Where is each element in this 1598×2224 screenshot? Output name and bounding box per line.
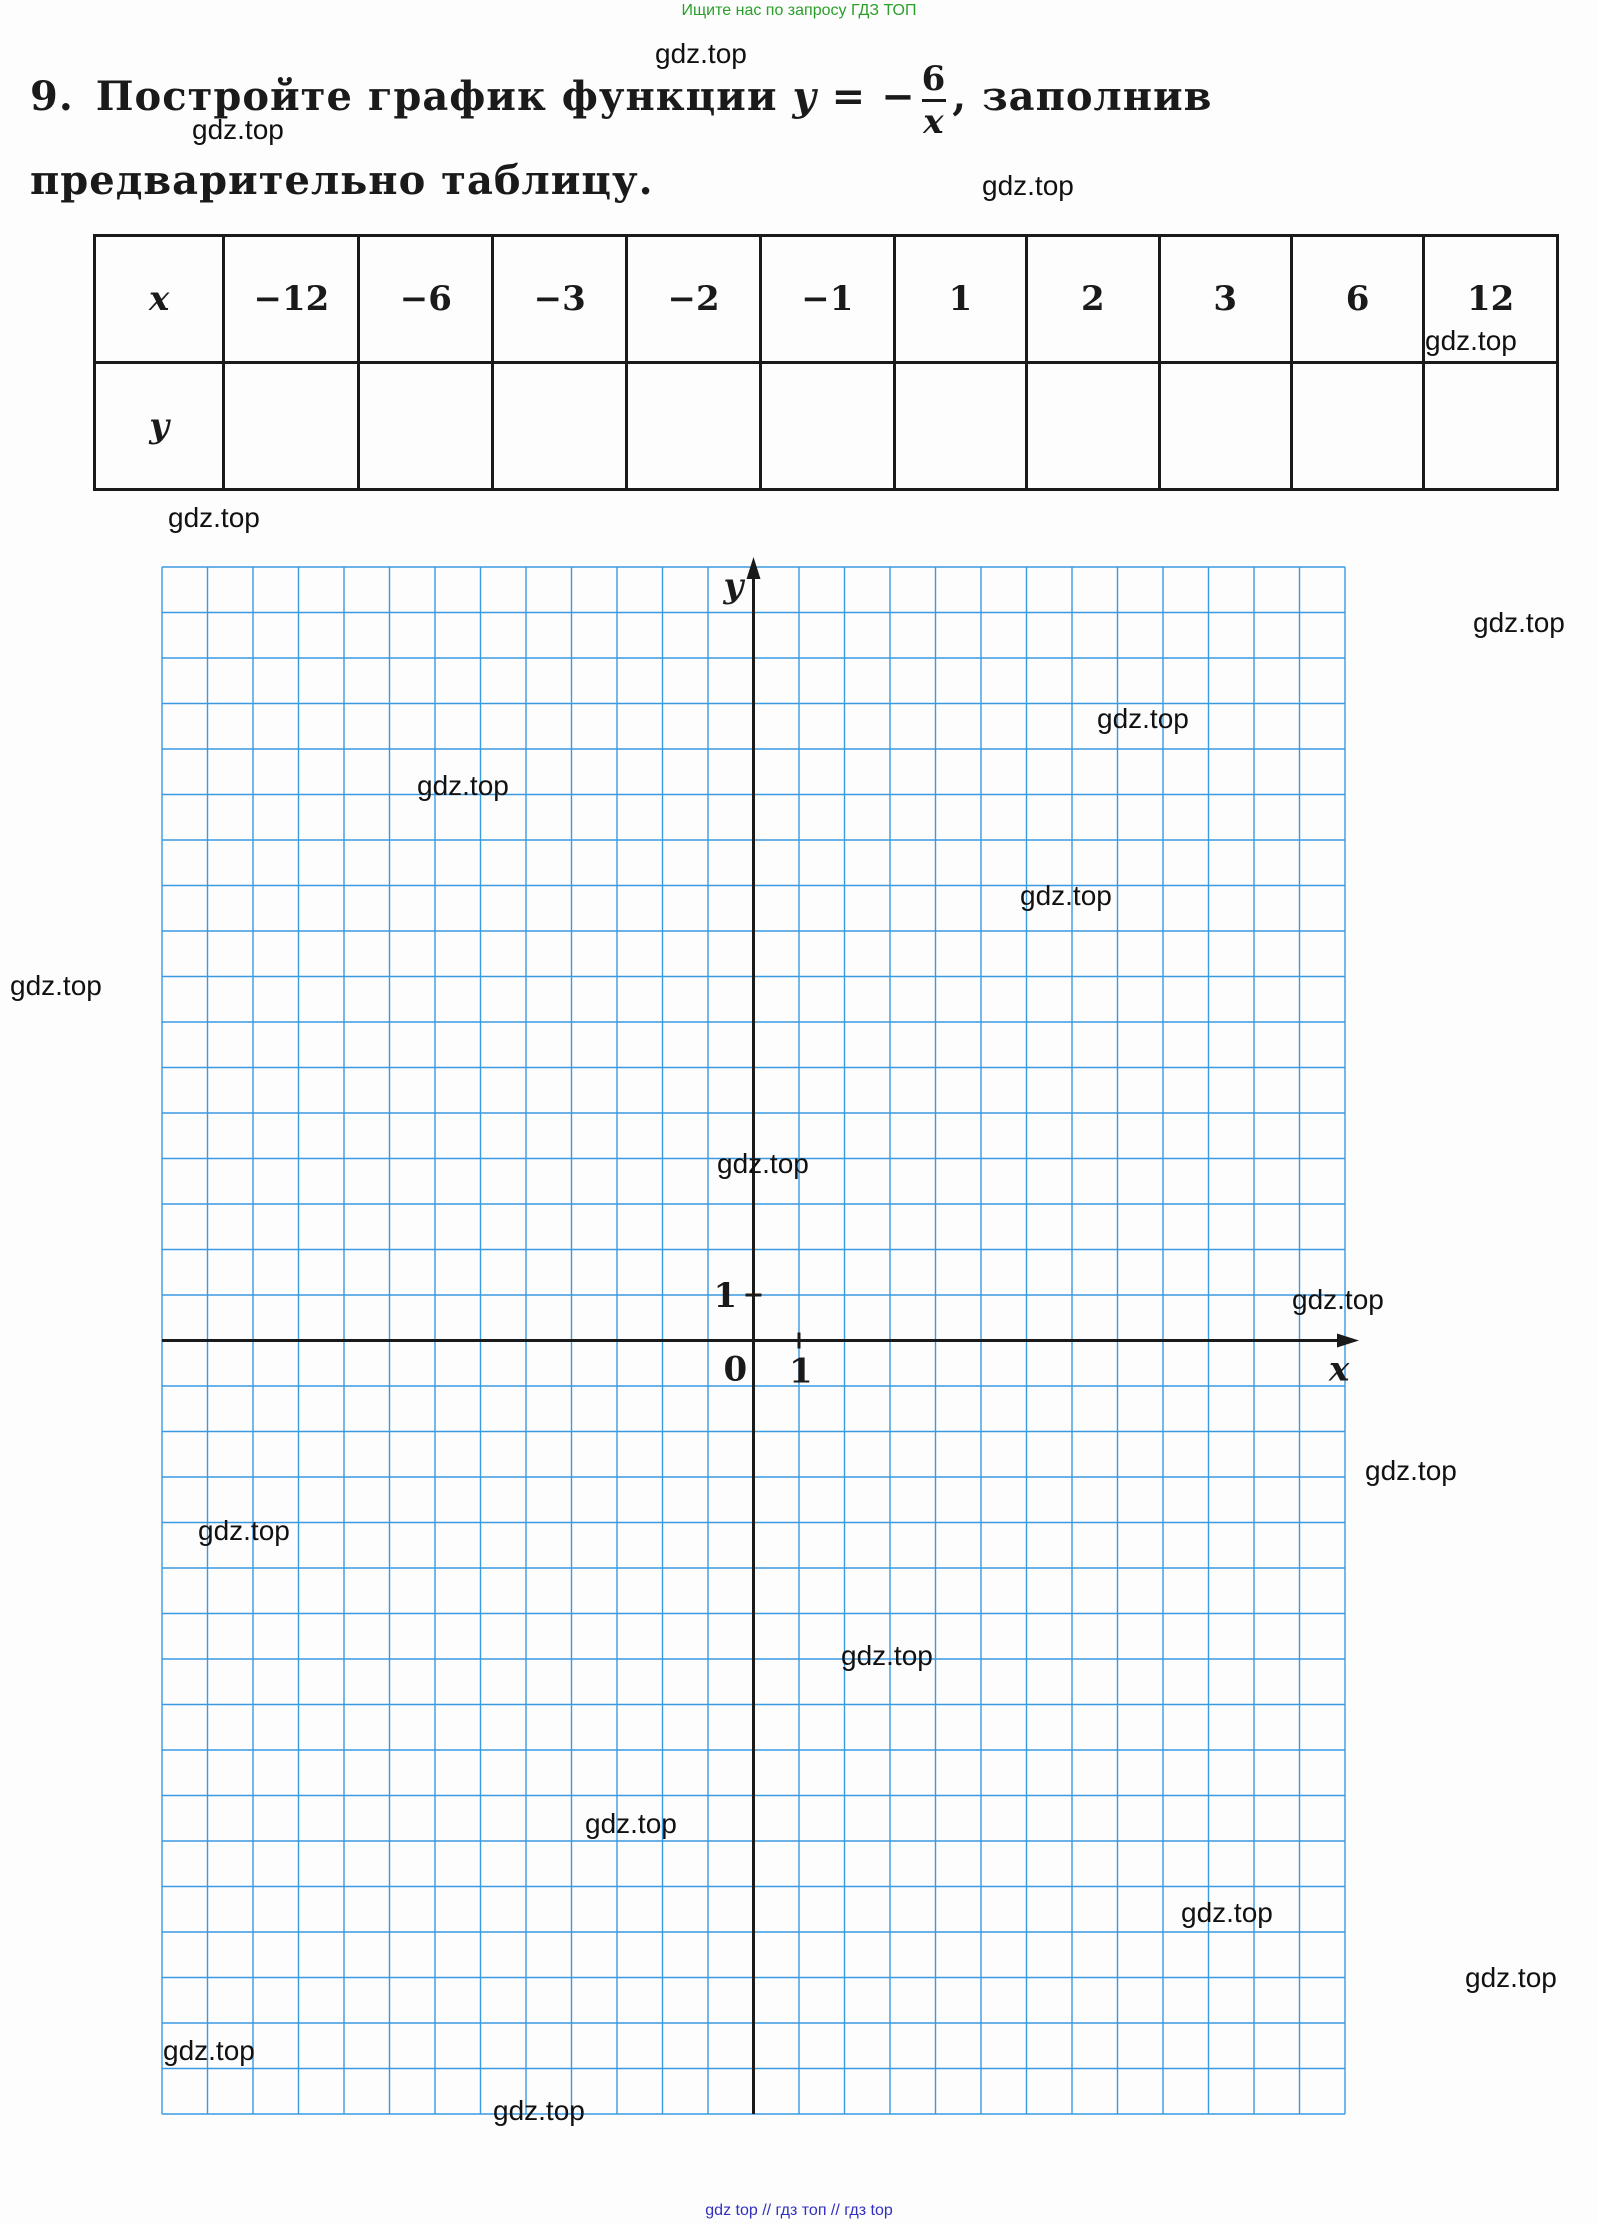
- top-banner[interactable]: Ищите нас по запросу ГДЗ ТОП: [681, 2, 917, 19]
- watermark[interactable]: gdz.top: [1097, 703, 1189, 734]
- watermark[interactable]: gdz.top: [493, 2095, 585, 2126]
- axes: [162, 557, 1359, 2114]
- watermark[interactable]: gdz.top: [1425, 325, 1517, 356]
- table-cell-y[interactable]: [1291, 363, 1423, 490]
- watermark[interactable]: gdz.top: [655, 38, 747, 69]
- table-cell-x: 6: [1291, 236, 1423, 363]
- watermark[interactable]: gdz.top: [10, 970, 102, 1001]
- watermark[interactable]: gdz.top: [198, 1515, 290, 1546]
- table-head-y: y: [95, 363, 224, 490]
- watermark[interactable]: gdz.top: [982, 170, 1074, 201]
- watermark[interactable]: gdz.top: [417, 770, 509, 801]
- table-cell-y[interactable]: [1424, 363, 1558, 490]
- table-cell-y[interactable]: [359, 363, 493, 490]
- table-cell-x: 3: [1159, 236, 1291, 363]
- y-axis-arrow: [747, 557, 761, 579]
- table-cell-x: −2: [627, 236, 761, 363]
- graph-paper: [150, 555, 1390, 2179]
- table-head-x: x: [95, 236, 224, 363]
- table-cell-x: −1: [760, 236, 894, 363]
- watermark[interactable]: gdz.top: [163, 2035, 255, 2066]
- table-cell-x: 1: [894, 236, 1026, 363]
- watermark[interactable]: gdz.top: [168, 502, 260, 533]
- formula-denominator: x: [922, 99, 947, 142]
- table-cell-y[interactable]: [894, 363, 1026, 490]
- watermark[interactable]: gdz.top: [1473, 607, 1565, 638]
- table-cell-x: −6: [359, 236, 493, 363]
- watermark[interactable]: gdz.top: [717, 1148, 809, 1179]
- table-cell-x: −3: [493, 236, 627, 363]
- table-cell-x: 12: [1424, 236, 1558, 363]
- table-cell-y[interactable]: [1159, 363, 1291, 490]
- table-cell-x: 2: [1027, 236, 1159, 363]
- task-text-after: , заполнив предварительно таблицу.: [30, 73, 1213, 204]
- coordinate-grid: [150, 555, 1390, 2175]
- x-axis-label: x: [1329, 1349, 1350, 1390]
- x-unit-label: 1: [789, 1351, 813, 1392]
- watermark[interactable]: gdz.top: [1020, 880, 1112, 911]
- x-axis-arrow: [1337, 1334, 1359, 1348]
- watermark[interactable]: gdz.top: [585, 1808, 677, 1839]
- watermark[interactable]: gdz.top: [1292, 1284, 1384, 1315]
- table-cell-y[interactable]: [760, 363, 894, 490]
- value-table: [93, 234, 1559, 491]
- table-row-y: [95, 363, 1558, 490]
- table-cell-y[interactable]: [627, 363, 761, 490]
- formula-fraction: [922, 59, 947, 142]
- y-unit-label: 1: [713, 1276, 738, 1316]
- watermark[interactable]: gdz.top: [1365, 1455, 1457, 1486]
- bottom-banner[interactable]: gdz top // гдз топ // гдз top: [705, 2202, 893, 2219]
- task-number: 9.: [30, 73, 74, 120]
- task-text-before: Постройте график функции: [95, 73, 778, 120]
- table-cell-y[interactable]: [493, 363, 627, 490]
- table-cell-x: −12: [224, 236, 359, 363]
- y-axis-label: y: [723, 566, 744, 606]
- formula-numerator: 6: [921, 58, 947, 99]
- watermark[interactable]: gdz.top: [1465, 1962, 1557, 1993]
- origin-label: 0: [723, 1349, 748, 1390]
- watermark[interactable]: gdz.top: [841, 1640, 933, 1671]
- table-cell-y[interactable]: [224, 363, 359, 490]
- table-cell-y[interactable]: [1027, 363, 1159, 490]
- watermark[interactable]: gdz.top: [192, 114, 284, 145]
- formula-lhs: y = −: [792, 73, 916, 120]
- watermark[interactable]: gdz.top: [1181, 1897, 1273, 1928]
- table-row-x: [95, 236, 1558, 363]
